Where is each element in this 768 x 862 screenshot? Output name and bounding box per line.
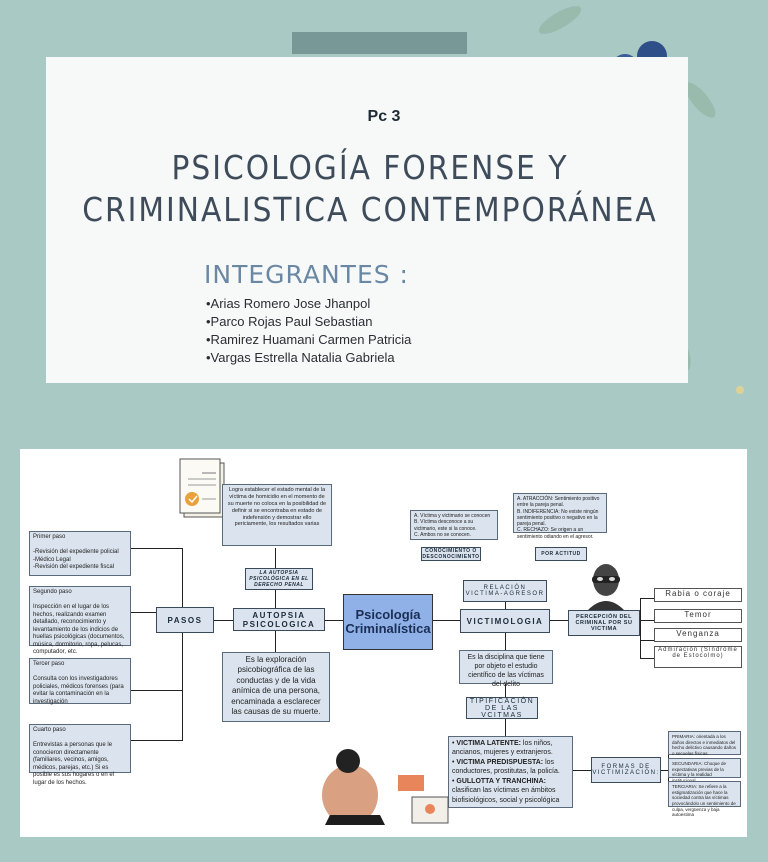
title-line-2: CRIMINALISTICA CONTEMPORÁNEA	[82, 190, 658, 229]
autopsia-psicologica-node: AUTOPSIA PSICOLOGICA	[233, 608, 325, 631]
percepcion-rabia: Rabia o coraje	[654, 588, 742, 602]
conocimiento-node: CONOCIMIENTO O DESCONOCIMIENTO	[422, 548, 480, 560]
forma-terciaria: TERCIARIA: Se refiere a la estigmatización que hace la sociedad contra las víctimas provocándolo un sentimiento de culpa, vergüenza y baja autoestima	[668, 781, 741, 807]
sad-person-illustration	[310, 745, 460, 830]
relacion-node: RELACIÓN VICTIMA-AGRESOR	[463, 580, 547, 602]
title-line-1: PSICOLOGÍA FORENSE Y	[171, 148, 569, 187]
paso-3: Tercer paso Consulta con los investigadores policiales, médicos forenses (para evitar la contaminación en la investigación	[29, 658, 131, 704]
forma-primaria: PRIMARIA: orientada a los daños directos e inmediatos del hecho delictivo causando daños o secuelas físicas.	[668, 731, 741, 755]
conocimiento-text: A. Víctima y victimario se conocen B. Víctima desconoce a su victimario, este si la conoce. C. Ambos no se conocen.	[410, 510, 498, 540]
member-3: •Ramirez Huamani Carmen Patricia	[206, 332, 412, 347]
tipo-1: • VICTIMA LATENTE: los niños, ancianos, mujeres y extranjeros.	[452, 740, 553, 757]
paso-2: Segundo paso Inspección en el lugar de los hechos, realizando examen detallado, reconocimiento y levantamiento de los indicios de huellas psicológicas (documentos, música, dormitorio, ropa, pelucas, computador, etc.	[29, 586, 131, 646]
percepcion-admiracion: Admiración (Síndrome de Estocolmo)	[654, 646, 742, 668]
autopsia-definition: Es la exploración psicobiográfica de las conductas y de la vida anímica de una persona, encaminada a esclarecer las causas de su muerte.	[222, 652, 330, 722]
tipos-list	[448, 736, 573, 808]
tipificacion-node: TIPIFICACIÓN DE LAS VCITMAS	[466, 697, 538, 719]
member-4: •Vargas Estrella Natalia Gabriela	[206, 350, 395, 365]
masked-criminal-icon	[586, 562, 626, 610]
actitud-text: A. ATRACCIÓN: Sentimiento positivo entre la pareja penal. B. INDIFERENCIA: No existe ningún sentimiento positivo o negativo en la pareja penal. C. RECHAZO: Se origen a un sentimiento odiando en el agresor.	[513, 493, 607, 533]
paso-4: Cuarto paso Entrevistas a personas que le conocieron directamente (familiares, vecinos, amigos, médicos, parejas, etc.) Si es posible es sus hogares o en el lugar de los hechos.	[29, 724, 131, 773]
tape-strip	[292, 32, 467, 54]
member-1: •Arias Romero Jose Jhanpol	[206, 296, 371, 311]
document-certificate-icon	[180, 459, 228, 521]
paso-1: Primer paso -Revisión del expediente policial -Médico Legal -Revisión del expediente fiscal	[29, 531, 131, 576]
percepcion-venganza: Venganza	[654, 628, 742, 642]
pc-label: Pc 3	[367, 108, 401, 125]
victimologia-definition: Es la disciplina que tiene por objeto el estudio científico de las víctimas del delito	[459, 650, 553, 684]
autopsia-objective: Logra establecer el estado mental de la víctima de homicidio en el momento de su muerte no coloca en la posibilidad de definir si se encontraba en estado de indefensión y demostrar ello periciamente, los resultados varias	[222, 484, 332, 546]
percepcion-temor: Temor	[654, 609, 742, 623]
forma-secundaria: SECUNDARIA: Choque de expectativas previas de la víctima y la realidad	[668, 758, 741, 778]
por-actitud-node: POR ACTITUD	[535, 547, 587, 561]
member-2: •Parco Rojas Paul Sebastian	[206, 314, 373, 329]
autopsia-derecho-penal: LA AUTOPSIA PSICOLÓGICA EN EL DERECHO PENAL	[245, 568, 313, 590]
tipo-3: • GULLOTTA Y TRANCHINA: clasifican las víctimas en ámbitos biofisiológicos, social y psicológica	[452, 777, 560, 804]
tipo-2: • VICTIMA PREDISPUESTA: los conductores, prostitutas, la policía.	[452, 758, 560, 776]
central-topic: Psicología Criminalística	[343, 594, 433, 650]
pasos-node: PASOS	[156, 607, 214, 633]
percepcion-node: PERCEPCIÓN DEL CRIMINAL POR SU VICTIMA	[568, 610, 640, 636]
victimologia-node: VICTIMOLOGIA	[460, 609, 550, 633]
integrantes-heading: INTEGRANTES :	[204, 260, 409, 289]
formas-node: FORMAS DE VICTIMIZACIÓN:	[591, 757, 661, 783]
